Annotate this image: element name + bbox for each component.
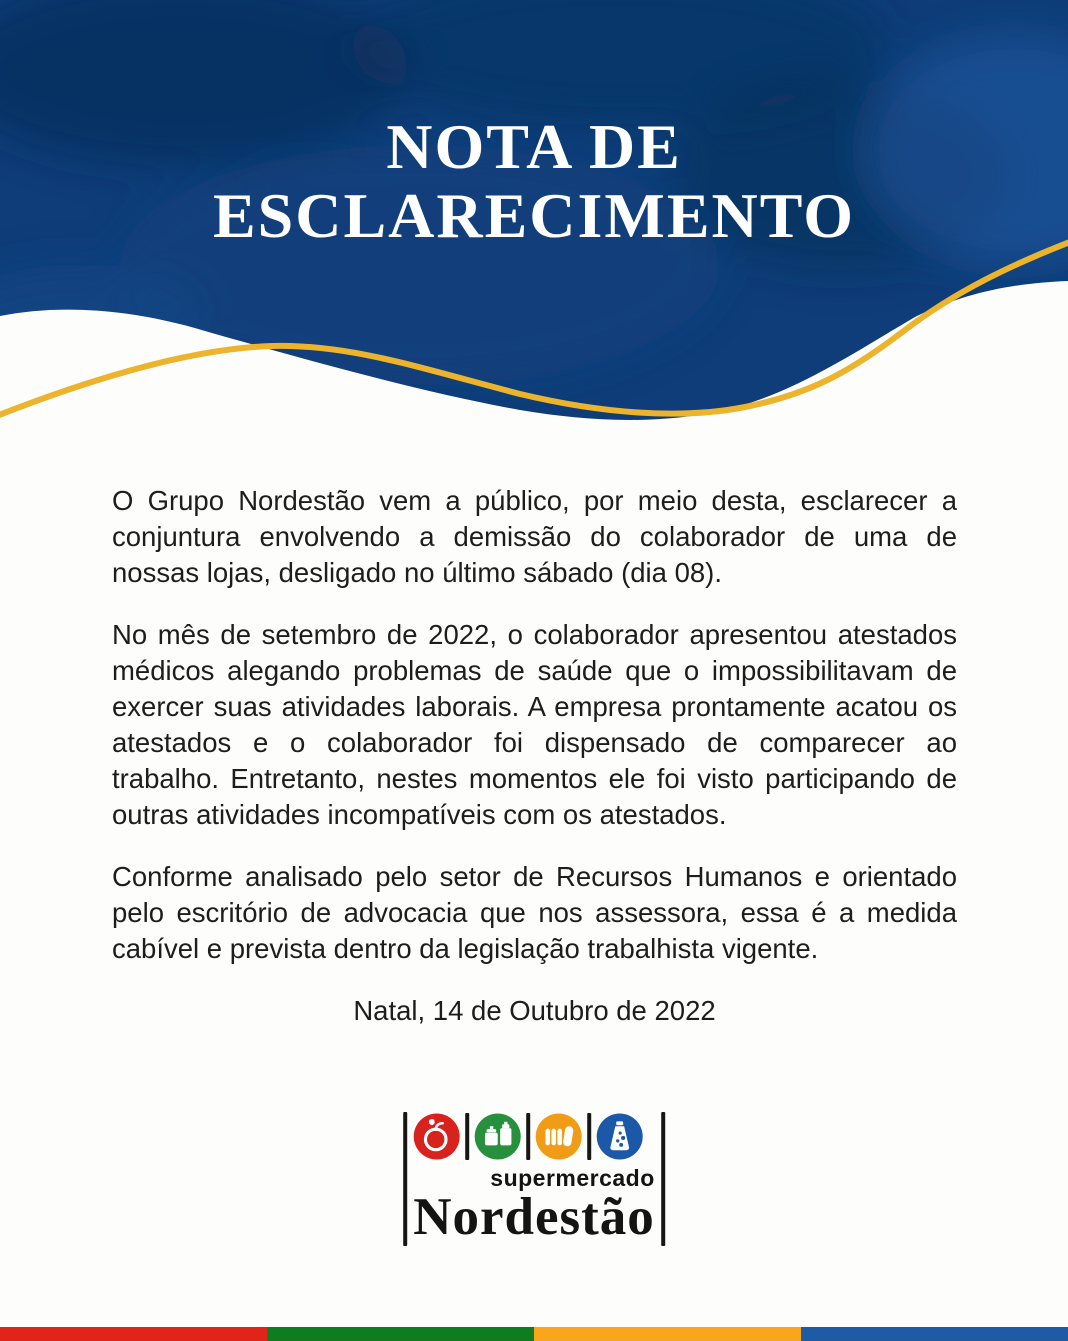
- note-title-line2: ESCLARECIMENTO: [212, 180, 856, 251]
- note-title: [0, 112, 1068, 250]
- dateline: Natal, 14 de Outubro de 2022: [353, 995, 716, 1026]
- paragraph-3: Conforme analisado pelo setor de Recursos Humanos e orientado pelo escritório de advocacia que nos assessora, essa é a medida cabível e prevista dentro da legislação trabalhista vigente.: [112, 861, 957, 964]
- logo-icon-row: [413, 1112, 655, 1160]
- logo-right-bar: [661, 1112, 665, 1246]
- logo-divider: [465, 1113, 469, 1160]
- paragraph-2: No mês de setembro de 2022, o colaborador apresentou atestados médicos alegando problemas de saúde que o impossibilitavam de exercer suas atividades laborais. A empresa prontamente acatou os atestados e o colaborador foi dispensado de comparecer ao trabalho. Entretanto, nestes momentos ele foi visto participando de outras atividades incompatíveis com os atestados.: [112, 619, 957, 830]
- logo-left-bar: [403, 1112, 407, 1246]
- stripe-red: [0, 1327, 267, 1341]
- stripe-blue: [801, 1327, 1068, 1341]
- footer-stripe: [0, 1327, 1068, 1341]
- bottle-icon: [596, 1113, 643, 1160]
- stripe-orange: [534, 1327, 801, 1341]
- stripe-green: [267, 1327, 534, 1341]
- note-body: [112, 483, 957, 1055]
- fruit-icon: [413, 1113, 460, 1160]
- nordestao-logo: [403, 1112, 665, 1246]
- logo-tagline: supermercado: [490, 1165, 655, 1191]
- jars-icon: [474, 1113, 521, 1160]
- note-title-line1: NOTA DE: [386, 111, 682, 182]
- logo-divider: [526, 1113, 530, 1160]
- bakery-icon: [535, 1113, 582, 1160]
- logo-divider: [587, 1113, 591, 1160]
- logo-brand: Nordestão: [413, 1188, 655, 1246]
- paragraph-1: O Grupo Nordestão vem a público, por meio desta, esclarecer a conjuntura envolvendo a demissão do colaborador de uma de nossas lojas, desligado no último sábado (dia 08).: [112, 485, 957, 588]
